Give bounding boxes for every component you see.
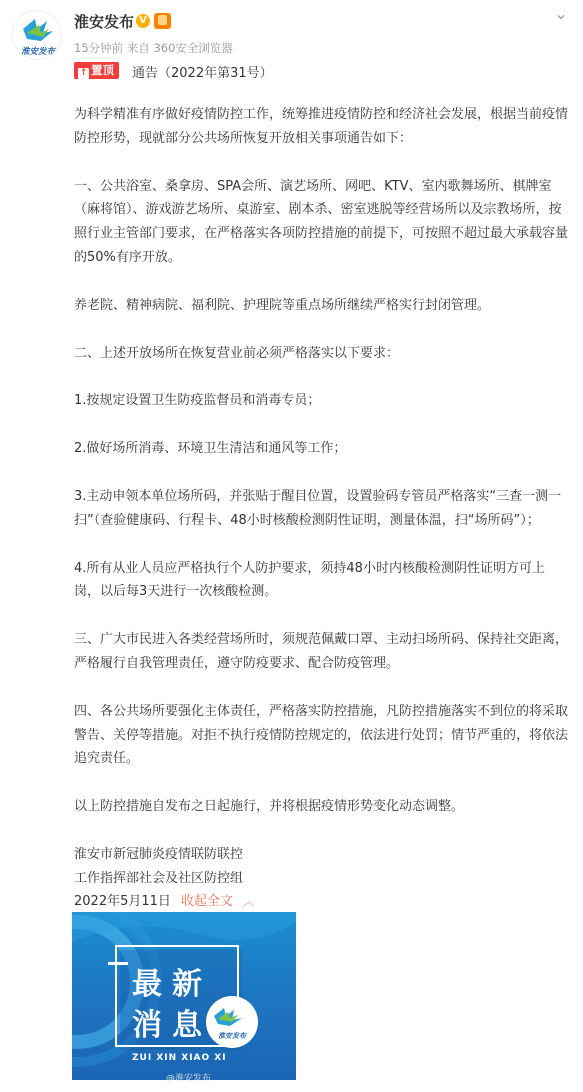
pinned-label: 置顶 bbox=[91, 63, 114, 77]
signature-block bbox=[74, 843, 243, 891]
headline-char-3: 消 bbox=[132, 1008, 162, 1043]
avatar-logo-icon bbox=[13, 11, 62, 60]
paragraph-section-2: 二、上述开放场所在恢复营业前必须严格落实以下要求： bbox=[74, 345, 400, 361]
paragraph-closed-venues: 养老院、精神病院、福利院、护理院等重点场所继续严格实行封闭管理。 bbox=[74, 297, 491, 313]
avatar[interactable] bbox=[12, 10, 62, 60]
paragraph-section-1: 一、公共浴室、桑拿房、SPA会所、演艺场所、网吧、KTV、室内歌舞场所、棋牌室（麻将馆）、游戏游艺场所、桌游室、剧本杀、密室逃脱等经营场所以及宗教场所，按照行业主管部门要求，在严格落实各项防控措施的前提下，可按照不超过最大承载容量的50%有序开放。 bbox=[74, 178, 569, 265]
post-header bbox=[0, 0, 583, 90]
paragraph-item-4: 4.所有从业人员应严格执行个人防护要求，须持48小时内核酸检测阴性证明方可上岗，以后每3天进行一次核酸检测。 bbox=[74, 560, 545, 600]
verified-badge-icon: V bbox=[136, 14, 150, 28]
news-banner-graphic bbox=[72, 912, 296, 1080]
member-badge-icon bbox=[154, 13, 171, 29]
pin-arrow-icon: ↑ bbox=[79, 68, 88, 78]
chevron-up-icon[interactable]: ︿ bbox=[243, 895, 255, 908]
image-watermark: @淮安发布 bbox=[166, 1074, 212, 1084]
more-options-chevron-icon[interactable]: ⌄ bbox=[554, 4, 568, 23]
author-name[interactable]: 淮安发布 bbox=[74, 13, 135, 31]
post-date: 2022年5月11日 bbox=[74, 894, 171, 909]
image-logo-icon bbox=[206, 996, 258, 1048]
headline-char-2: 新 bbox=[172, 967, 202, 1002]
image-logo-text: 淮安发布 bbox=[218, 1031, 246, 1040]
signature-line-1: 淮安市新冠肺炎疫情联防联控 bbox=[74, 847, 244, 862]
collapse-button[interactable]: 收起全文 bbox=[181, 894, 234, 909]
paragraph-section-4: 四、各公共场所要强化主体责任，严格落实防控措施，凡防控措施落实不到位的将采取警告、关停等措施。对拒不执行疫情防控规定的，依法进行处罚；情节严重的，将依法追究责任。 bbox=[74, 703, 569, 767]
post-title: 通告（2022年第31号） bbox=[132, 66, 273, 81]
date-row bbox=[74, 890, 254, 909]
paragraph-section-3: 三、广大市民进入各类经营场所时，须规范佩戴口罩、主动扫场所码、保持社交距离，严格履行自我管理责任，遵守防疫要求、配合防疫管理。 bbox=[74, 632, 569, 671]
headline-char-4: 息 bbox=[172, 1008, 202, 1043]
pinyin-label: ZUI XIN XIAO XI bbox=[132, 1053, 227, 1063]
paragraph-item-2: 2.做好场所消毒、环境卫生清洁和通风等工作； bbox=[74, 441, 347, 457]
post-image[interactable] bbox=[72, 912, 296, 1080]
paragraph-intro: 为科学精准有序做好疫情防控工作，统筹推进疫情防控和经济社会发展，根据当前疫情防控形势，现就部分公共场所恢复开放相关事项通告如下： bbox=[74, 107, 569, 146]
post-body bbox=[74, 103, 568, 819]
signature-line-2: 工作指挥部社会及社区防控组 bbox=[74, 870, 244, 886]
pinned-tag bbox=[74, 62, 119, 79]
post-time[interactable]: 15分钟前 bbox=[74, 41, 124, 55]
headline-char-1: 最 bbox=[132, 967, 162, 1002]
post-source: 来自 360安全浏览器 bbox=[126, 41, 233, 55]
svg-text:淮安发布: 淮安发布 bbox=[20, 47, 56, 57]
paragraph-effective: 以上防控措施自发布之日起施行，并将根据疫情形势变化动态调整。 bbox=[74, 799, 465, 815]
paragraph-item-3: 3.主动申领本单位场所码，并张贴于醒目位置，设置验码专管员严格落实“三查一测一扫”（查验健康码、行程卡、48小时核酸检测阴性证明，测量体温，扫“场所码”）； bbox=[74, 488, 562, 528]
paragraph-item-1: 1.按规定设置卫生防疫监督员和消毒专员； bbox=[74, 393, 321, 409]
post-meta bbox=[74, 40, 233, 56]
